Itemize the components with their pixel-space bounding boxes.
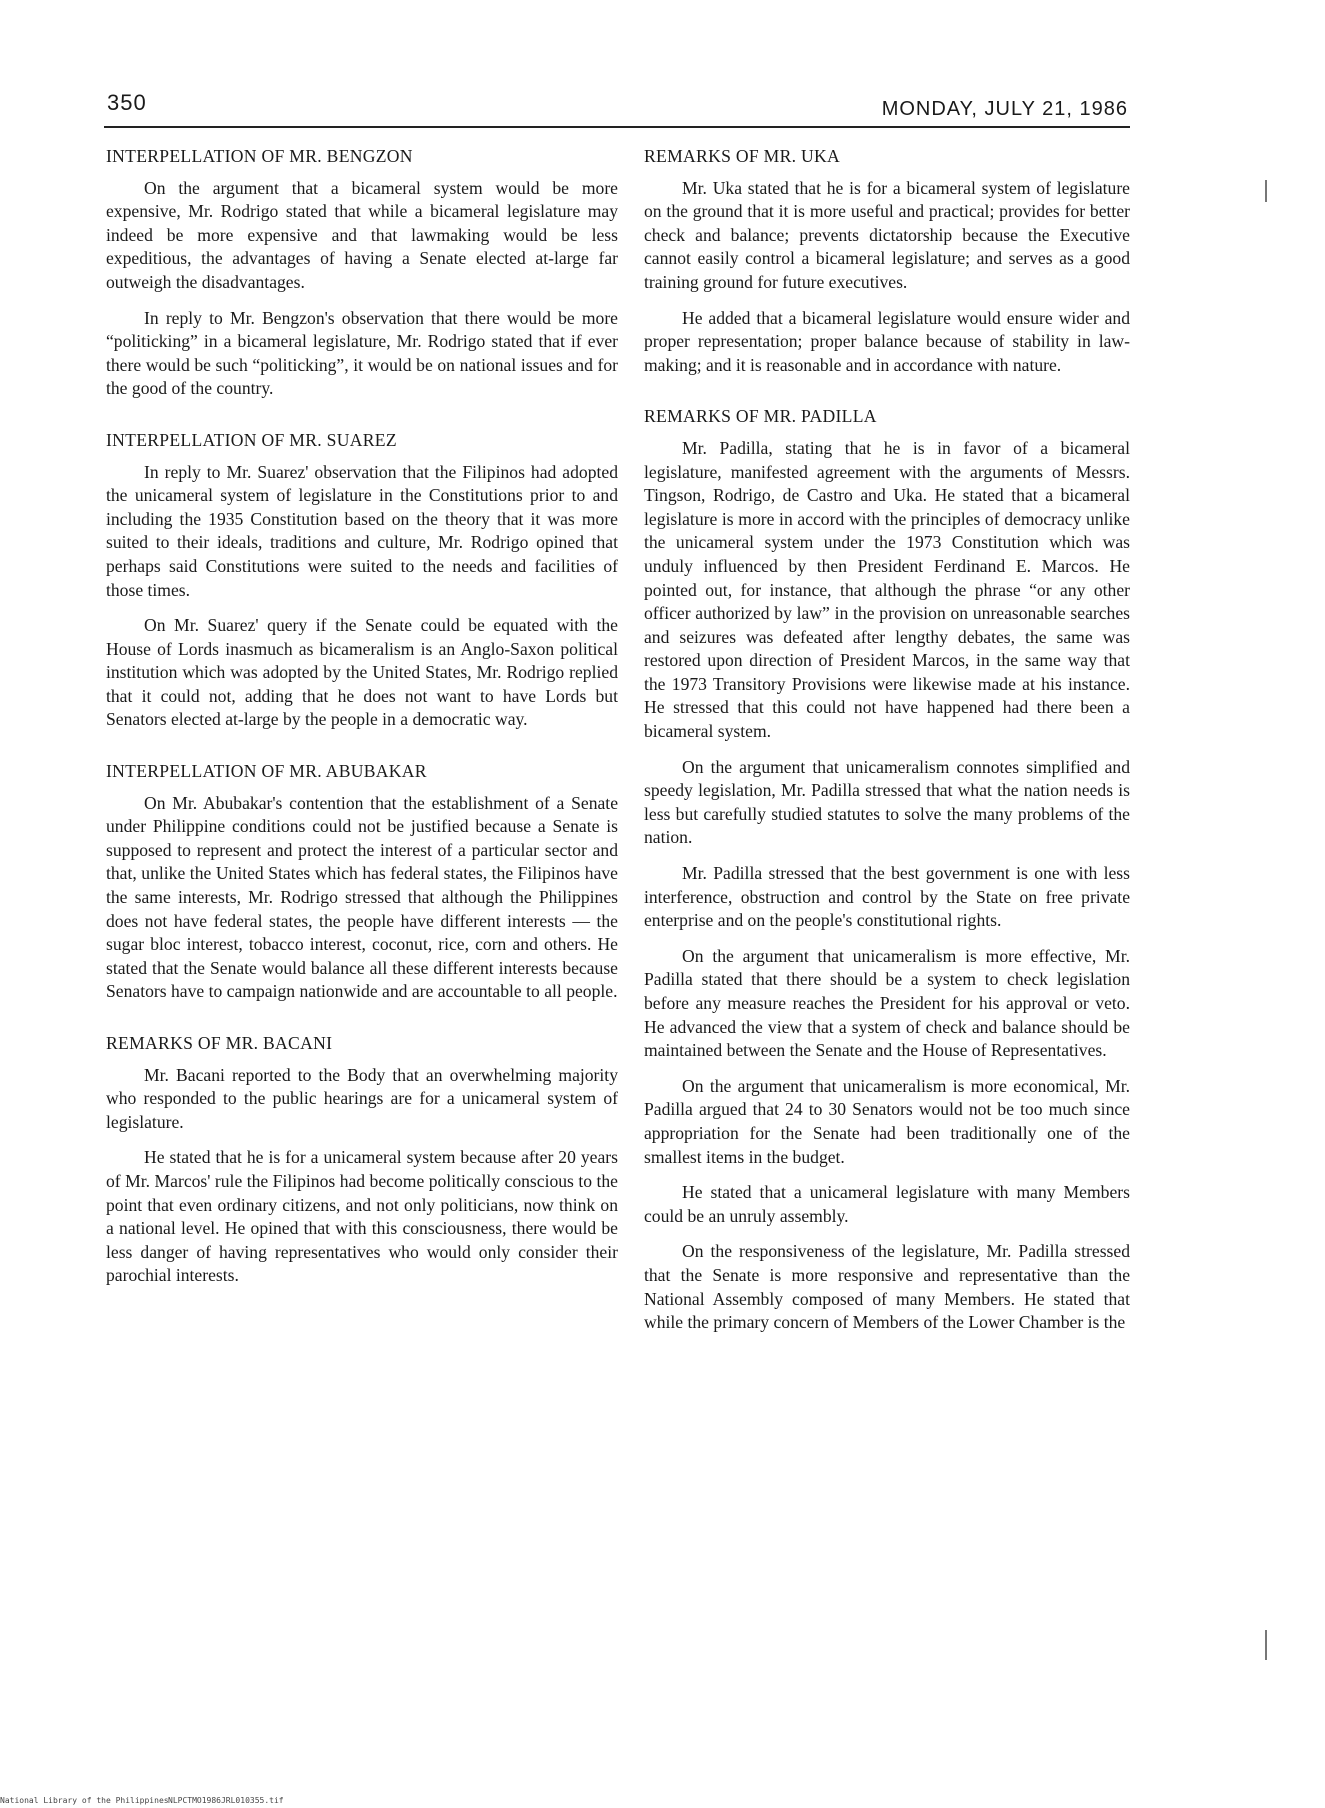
paragraph: In reply to Mr. Bengzon's observation that there would be more “politicking” in a bicameral legislature, Mr. Rodrigo stated that if ever there would be such “politicking”, it would be on national issues and for the good of the country. <box>106 307 618 399</box>
section-suarez <box>106 429 618 732</box>
section-heading: REMARKS OF MR. BACANI <box>106 1033 333 1053</box>
section-heading: INTERPELLATION OF MR. BENGZON <box>106 146 413 166</box>
paragraph: On Mr. Abubakar's contention that the establishment of a Senate under Philippine conditions could not be justified because a Senate is supposed to represent and protect the interest of a particular sector and that, unlike the United States which has federal states, the Filipinos have the same interests, Mr. Rodrigo stressed that although the Philippines does not have federal states, the people have different interests — the sugar bloc interest, tobacco interest, coconut, rice, corn and others. He stated that the Senate would balance all these different interests because Senators have to campaign nationwide and are accountable to all people. <box>106 792 618 1002</box>
section-bengzon <box>106 145 618 401</box>
left-column <box>106 145 618 1316</box>
paragraph: Mr. Padilla stressed that the best government is one with less interference, obstruction and control by the State on free private enterprise and on the people's constitutional rights. <box>644 863 1130 931</box>
page-date: MONDAY, JULY 21, 1986 <box>881 98 1128 120</box>
paragraph: In reply to Mr. Suarez' observation that the Filipinos had adopted the unicameral system of legislature in the Constitutions prior to and including the 1935 Constitution based on the theory that it was more suited to their ideals, traditions and culture, Mr. Rodrigo opined that perhaps said Constitutions were suited to the needs and facilities of those times. <box>106 461 618 600</box>
paragraph: On the argument that unicameralism connotes simplified and speedy legislation, Mr. Padilla stressed that what the nation needs is less but carefully studied statutes to solve the many problems of the nation. <box>644 756 1130 848</box>
section-uka <box>644 145 1130 377</box>
right-column <box>644 145 1130 1363</box>
footer-file: NLPCTMO1986JRL010355.tif <box>168 1796 284 1805</box>
header-rule <box>104 126 1130 128</box>
section-heading: INTERPELLATION OF MR. SUAREZ <box>106 429 397 450</box>
scan-edge-mark <box>1265 1630 1267 1660</box>
paragraph: On the argument that a bicameral system would be more expensive, Mr. Rodrigo stated that while a bicameral legislature may indeed be more expensive and that lawmaking would be less expeditious, the advantages of having a Senate elected at-large far outweigh the disadvantages. <box>106 177 618 292</box>
scan-edge-mark <box>1265 180 1267 202</box>
footer-library: National Library of the Philippines <box>0 1796 169 1805</box>
section-abubakar <box>106 760 618 1004</box>
section-bacani <box>106 1032 618 1288</box>
paragraph: On Mr. Suarez' query if the Senate could be equated with the House of Lords inasmuch as bicameralism is an Anglo-Saxon political institution which was adopted by the United States, Mr. Rodrigo replied that it could not, adding that he does not want to have Lords but Senators elected at-large by the people in a democratic way. <box>106 615 618 730</box>
paragraph: He stated that he is for a unicameral system because after 20 years of Mr. Marcos' rule the Filipinos had become politically conscious to the point that even ordinary citizens, and not only politicians, now think on a national level. He opined that with this consciousness, there would be less danger of having representatives who would only consider their parochial interests. <box>106 1147 618 1286</box>
paragraph: On the responsiveness of the legislature, Mr. Padilla stressed that the Senate is more responsive and representative than the National Assembly composed of many Members. He stated that while the primary concern of Members of the Lower Chamber is the <box>644 1241 1130 1333</box>
paragraph: Mr. Padilla, stating that he is in favor of a bicameral legislature, manifested agreement with the arguments of Messrs. Tingson, Rodrigo, de Castro and Uka. He stated that a bicameral legislature is more in accord with the principles of democracy unlike the unicameral system under the 1973 Constitution which was unduly influenced by then President Ferdinand E. Marcos. He pointed out, for instance, that although the phrase “or any other officer authorized by law” in the provision on unreasonable searches and seizures was defeated after lengthy debates, the same was restored upon direction of President Marcos, in the same way that the 1973 Transitory Provisions were likewise made at his instance. He stressed that this could not have happened had there been a bicameral system. <box>644 437 1130 742</box>
paragraph: Mr. Bacani reported to the Body that an overwhelming majority who responded to the public hearings are for a unicameral system of legislature. <box>106 1064 618 1132</box>
paragraph: On the argument that unicameralism is more economical, Mr. Padilla argued that 24 to 30 Senators would not be too much since appropriation for the Senate had been traditionally one of the smallest items in the budget. <box>644 1075 1130 1167</box>
section-heading: INTERPELLATION OF MR. ABUBAKAR <box>106 761 427 782</box>
paragraph: Mr. Uka stated that he is for a bicameral system of legislature on the ground that it is more useful and practical; provides for better check and balance; prevents dictatorship because the Executive cannot easily control a bicameral legislature; and serves as a good training ground for future executives. <box>644 177 1130 292</box>
paragraph: He stated that a unicameral legislature with many Members could be an unruly assembly. <box>644 1182 1130 1226</box>
paragraph: On the argument that unicameralism is more effective, Mr. Padilla stated that there should be a system to check legislation before any measure reaches the President for his approval or veto. He advanced the view that a system of check and balance should be maintained between the Senate and the House of Representatives. <box>644 945 1130 1061</box>
section-heading: REMARKS OF MR. UKA <box>644 146 841 166</box>
section-heading: REMARKS OF MR. PADILLA <box>644 406 877 427</box>
section-padilla <box>644 405 1130 1334</box>
paragraph: He added that a bicameral legislature would ensure wider and proper representation; proper balance because of stability in law-making; and it is reasonable and in accordance with nature. <box>644 307 1130 375</box>
page-number: 350 <box>107 90 147 115</box>
